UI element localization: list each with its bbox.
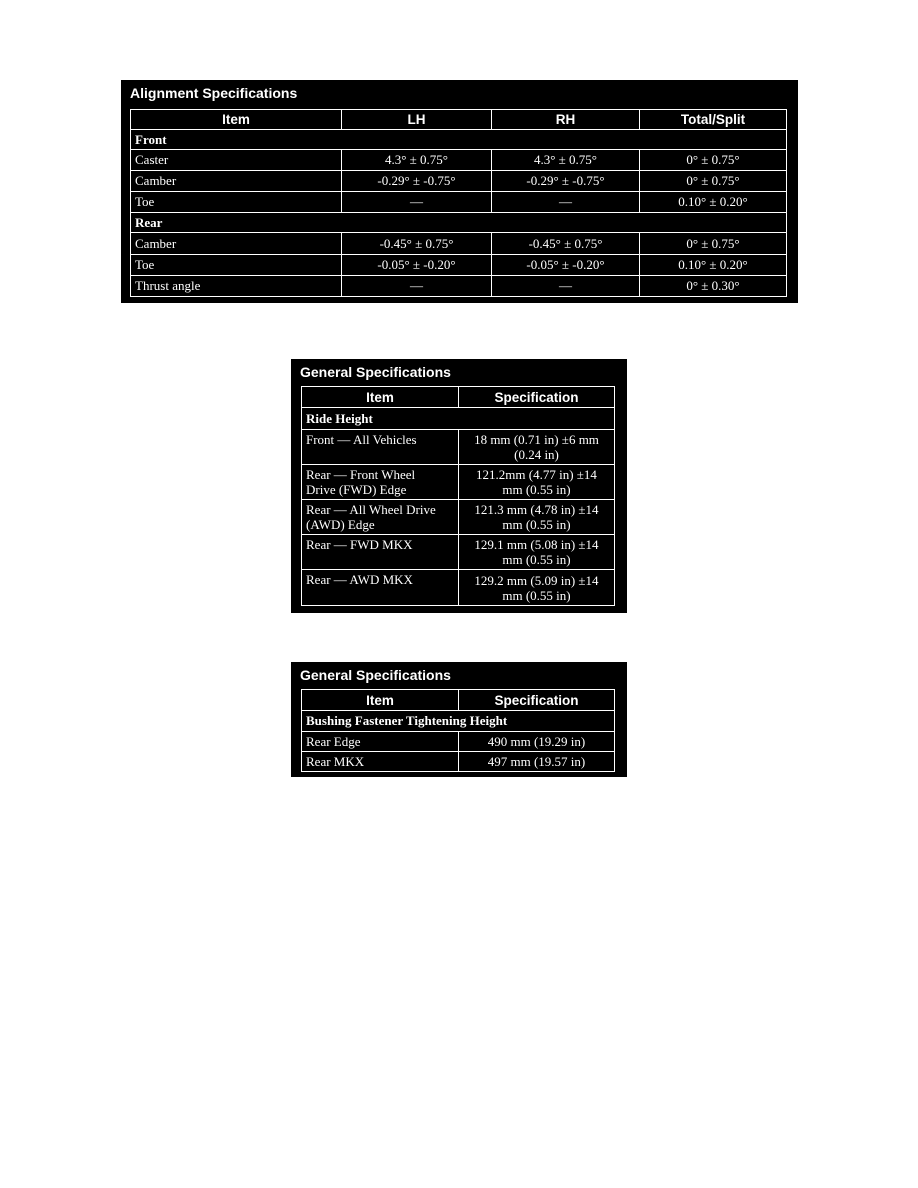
row-item: Toe	[131, 255, 342, 276]
row-spec-line: mm (0.55 in)	[502, 552, 571, 567]
row-item-line: Rear — FWD MKX	[306, 537, 413, 552]
row-spec	[459, 465, 615, 500]
bushing-header-row	[302, 690, 615, 711]
row-item-line: Rear — Front Wheel	[306, 467, 416, 482]
row-item	[302, 535, 459, 570]
ride-height-table	[301, 386, 615, 606]
row-spec-line: 121.2mm (4.77 in) ±14	[476, 467, 597, 482]
table-row	[302, 465, 615, 500]
row-spec	[459, 535, 615, 570]
row-spec-line: 18 mm (0.71 in) ±6 mm	[474, 432, 599, 447]
table-row	[131, 255, 787, 276]
section-row-front	[131, 130, 787, 150]
header-lh: LH	[342, 110, 492, 130]
row-item: Toe	[131, 192, 342, 213]
header-item: Item	[302, 690, 459, 711]
header-total-split: Total/Split	[640, 110, 787, 130]
alignment-spec-box	[121, 80, 798, 303]
row-spec	[459, 430, 615, 465]
row-item: Camber	[131, 171, 342, 192]
table-row	[131, 192, 787, 213]
row-spec: 497 mm (19.57 in)	[459, 752, 615, 772]
table-row	[302, 732, 615, 752]
section-label-bushing: Bushing Fastener Tightening Height	[302, 711, 615, 732]
header-specification: Specification	[459, 387, 615, 408]
row-spec-line: mm (0.55 in)	[502, 587, 571, 603]
bushing-title: General Specifications	[300, 667, 451, 683]
header-specification: Specification	[459, 690, 615, 711]
table-row	[131, 171, 787, 192]
header-item: Item	[302, 387, 459, 408]
row-item: Rear Edge	[302, 732, 459, 752]
table-row	[131, 150, 787, 171]
table-row	[302, 752, 615, 772]
row-total: 0° ± 0.75°	[640, 150, 787, 171]
row-lh: —	[342, 276, 492, 297]
row-lh: —	[342, 192, 492, 213]
row-spec: 490 mm (19.29 in)	[459, 732, 615, 752]
row-spec	[459, 500, 615, 535]
row-lh: -0.45° ± 0.75°	[342, 233, 492, 255]
header-item: Item	[131, 110, 342, 130]
alignment-table	[130, 109, 787, 297]
ride-height-title: General Specifications	[300, 364, 451, 380]
row-item: Thrust angle	[131, 276, 342, 297]
row-spec-line: 129.1 mm (5.08 in) ±14	[474, 537, 599, 552]
row-total: 0.10° ± 0.20°	[640, 255, 787, 276]
row-lh: 4.3° ± 0.75°	[342, 150, 492, 171]
row-total: 0.10° ± 0.20°	[640, 192, 787, 213]
row-total: 0° ± 0.75°	[640, 171, 787, 192]
row-spec-line: mm (0.55 in)	[502, 482, 571, 497]
bushing-table	[301, 689, 615, 772]
ride-height-header-row	[302, 387, 615, 408]
table-row	[302, 570, 615, 606]
row-total: 0° ± 0.30°	[640, 276, 787, 297]
bushing-spec-box	[291, 662, 627, 777]
row-lh: -0.05° ± -0.20°	[342, 255, 492, 276]
row-total: 0° ± 0.75°	[640, 233, 787, 255]
table-row	[302, 430, 615, 465]
row-spec-line: 121.3 mm (4.78 in) ±14	[474, 502, 599, 517]
row-item	[302, 465, 459, 500]
section-row-bushing	[302, 711, 615, 732]
section-label-front: Front	[131, 130, 787, 150]
section-row-ride-height	[302, 408, 615, 430]
table-row	[302, 535, 615, 570]
row-lh: -0.29° ± -0.75°	[342, 171, 492, 192]
row-rh: —	[492, 276, 640, 297]
row-spec-line: 129.2 mm (5.09 in) ±14	[474, 572, 599, 588]
row-item: Caster	[131, 150, 342, 171]
row-item: Rear MKX	[302, 752, 459, 772]
row-item	[302, 430, 459, 465]
section-label-rear: Rear	[131, 213, 787, 233]
header-rh: RH	[492, 110, 640, 130]
row-item-line: (AWD) Edge	[306, 517, 375, 532]
row-rh: 4.3° ± 0.75°	[492, 150, 640, 171]
row-item	[302, 570, 459, 606]
row-spec	[459, 570, 615, 606]
row-spec-line: mm (0.55 in)	[502, 517, 571, 532]
ride-height-spec-box	[291, 359, 627, 613]
row-item-line: Rear — AWD MKX	[306, 572, 413, 587]
row-item	[302, 500, 459, 535]
section-label-ride-height: Ride Height	[302, 408, 615, 430]
row-rh: -0.05° ± -0.20°	[492, 255, 640, 276]
table-row	[131, 276, 787, 297]
row-item-line: Drive (FWD) Edge	[306, 482, 407, 497]
table-row	[302, 500, 615, 535]
row-spec-line: (0.24 in)	[514, 447, 559, 462]
section-row-rear	[131, 213, 787, 233]
row-rh: -0.29° ± -0.75°	[492, 171, 640, 192]
table-row	[131, 233, 787, 255]
row-item: Camber	[131, 233, 342, 255]
row-item-line: Front — All Vehicles	[306, 432, 417, 447]
alignment-title: Alignment Specifications	[130, 85, 298, 101]
row-item-line: Rear — All Wheel Drive	[306, 502, 436, 517]
row-rh: -0.45° ± 0.75°	[492, 233, 640, 255]
alignment-header-row	[131, 110, 787, 130]
row-rh: —	[492, 192, 640, 213]
